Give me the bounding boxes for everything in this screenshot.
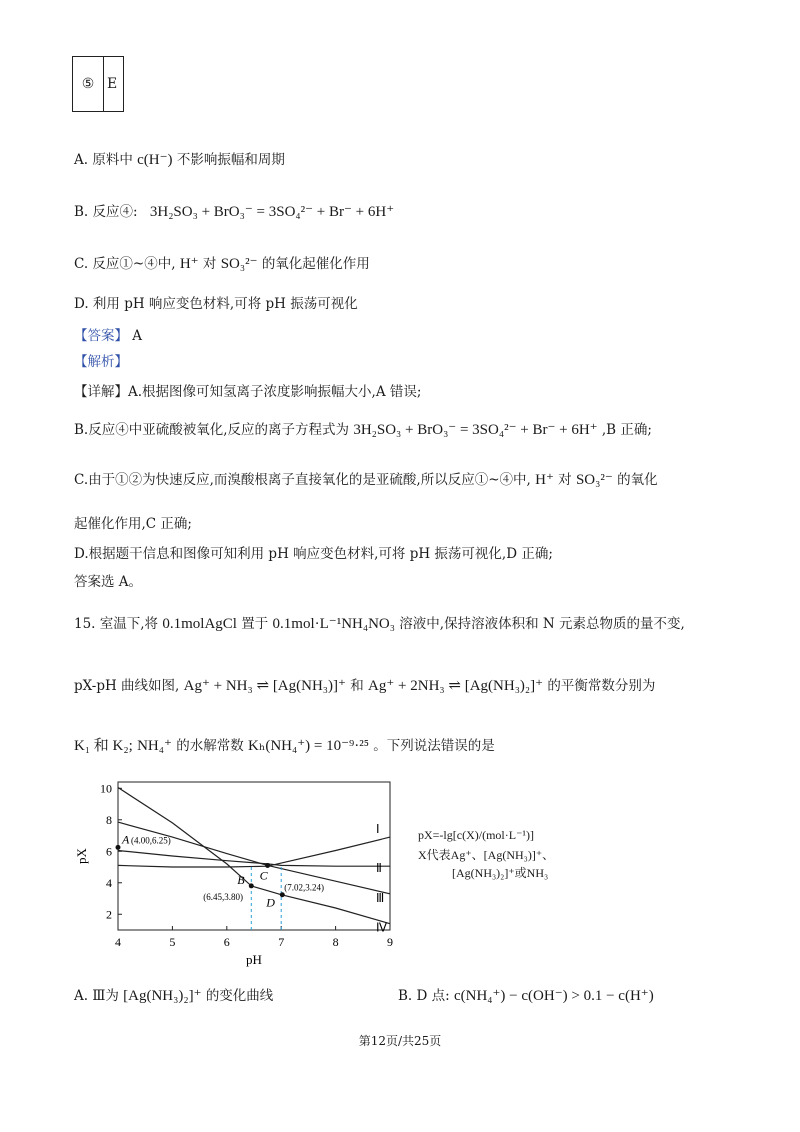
option-c-label: C. 反应①~④中, [74,256,176,272]
series-line-Ⅱ [118,851,390,867]
choice-b-label: B. D 点: [398,988,450,1004]
detail-c-so: SO₃²⁻ [575,472,613,488]
detail-c-cont: 起催化作用,C 正确; [74,516,192,532]
q15-nh4: NH₄⁺ [137,738,172,754]
series-label: Ⅰ [376,822,380,837]
x-tick-label: 6 [223,935,230,949]
option-b [74,202,394,222]
series-label: Ⅳ [376,920,388,935]
px-ph-chart [72,770,412,970]
option-c-dui: 对 [202,256,217,272]
analysis-tag: 【解析】 [74,354,128,370]
table-cell-number: ⑤ [73,57,104,111]
table-fragment [72,56,124,112]
option-a-label: A. 原料中 [74,152,133,168]
question-15-line3 [74,736,495,756]
x-tick-label: 7 [278,935,285,949]
y-tick-label: 6 [106,844,112,859]
option-b-formula: 3H₂SO₃ + BrO₃⁻ = 3SO₄²⁻ + Br⁻ + 6H⁺ [149,204,395,220]
table-cell-letter: E [107,76,118,92]
y-axis-label: pX [74,848,89,864]
q15-eq1: Ag⁺ + NH₃ ⇌ [Ag(NH₃)]⁺ [183,678,346,694]
chart-note-line3: [Ag(NH₃)₂]⁺或NH₃ [452,866,549,880]
option-c [74,254,370,274]
point-label: D [266,895,275,910]
q15-k1k2: K₁ 和 K₂; [74,738,133,754]
option-c-so: SO₃²⁻ [220,256,258,272]
question-15-line1 [74,614,685,634]
x-axis-label: pH [246,952,262,967]
detail-b-text: B.反应④中亚硫酸被氧化,反应的离子方程式为 [74,422,350,438]
detail-c-tail: 的氧化 [617,472,658,488]
q15-text-a: 15. 室温下,将 [74,616,159,632]
q15-l3-text-e: 。下列说法错误的是 [373,738,495,754]
point-coord: (7.02,3.24) [284,882,325,893]
point-C [265,863,270,868]
choice-a [74,986,273,1006]
point-B [249,883,254,888]
answer-line [74,326,142,346]
answer-tag: 【答案】 [74,328,128,344]
q15-nh4no3: 0.1mol·L⁻¹NH₄NO₃ [272,616,395,632]
point-A [116,845,121,850]
point-label: B [237,872,245,887]
x-tick-label: 5 [169,935,176,949]
q15-l2-text-e: 的平衡常数分别为 [547,678,656,694]
point-coord: (6.45,3.80) [203,891,244,902]
q15-text-e: 溶液中,保持溶液体积和 N 元素总物质的量不变, [399,616,685,632]
detail-c-dui: 对 [558,472,572,488]
option-a-tail: 不影响振幅和周期 [176,152,285,168]
y-tick-label: 10 [100,781,112,796]
option-c-tail: 的氧化起催化作用 [261,256,370,272]
detail-b-result: ,B 正确; [601,422,652,438]
series-label: Ⅲ [376,890,385,905]
detail-c [74,470,658,490]
chart-note-line1: pX=-lg[c(X)/(mol·L⁻¹)] [418,828,534,842]
series-line-Ⅳ [118,788,390,924]
detail-d: D.根据题干信息和图像可知利用 pH 响应变色材料,可将 pH 振荡可视化,D 正确; [74,546,553,562]
option-a [74,150,285,170]
question-15-line2 [74,676,655,696]
choice-b [398,986,654,1006]
chart-note-line2: X代表Ag⁺、[Ag(NH₃)]⁺、 [418,848,555,862]
detail-final: 答案选 A。 [74,574,143,590]
y-tick-label: 8 [106,812,112,827]
choice-a-label: A. Ⅲ为 [74,988,119,1004]
q15-kh: Kₕ(NH₄⁺) = 10⁻⁹·²⁵ [248,738,369,754]
option-c-h: H⁺ [179,256,199,272]
q15-eq2: Ag⁺ + 2NH₃ ⇌ [Ag(NH₃)₂]⁺ [368,678,544,694]
q15-agcl: 0.1molAgCl [162,616,237,632]
option-d: D. 利用 pH 响应变色材料,可将 pH 振荡可视化 [74,296,358,312]
detail-c-text: C.由于①②为快速反应,而溴酸根离子直接氧化的是亚硫酸,所以反应①~④中, [74,472,531,488]
series-label: Ⅱ [376,861,382,876]
y-tick-label: 4 [106,875,112,890]
x-tick-label: 8 [332,935,339,949]
x-tick-label: 9 [387,935,393,949]
page-footer: 第12页/共25页 [358,1034,442,1048]
detail-a-text: A.根据图像可知氢离子浓度影响振幅大小,A 错误; [128,384,422,400]
choice-a-formula: [Ag(NH₃)₂]⁺ [123,988,202,1004]
point-coord: (4.00,6.25) [131,835,171,846]
analysis-line [74,352,128,372]
option-b-label: B. 反应④: [74,204,138,220]
point-D [280,892,285,897]
q15-l2-text-a: pX-pH 曲线如图, [74,678,180,694]
q15-text-c: 置于 [241,616,269,632]
point-label: C [259,868,268,883]
detail-b [74,420,652,440]
series-line-Ⅲ [118,822,390,894]
answer-value: A [132,328,143,344]
detail-a [74,382,421,402]
choice-a-tail: 的变化曲线 [205,988,274,1004]
plot-frame [118,782,390,930]
detail-tag: 【详解】 [74,384,128,400]
point-label: A [122,832,130,847]
y-tick-label: 2 [106,907,112,922]
option-a-formula: c(H⁻) [137,152,173,168]
q15-l3-text-c: 的水解常数 [176,738,244,754]
x-tick-label: 4 [115,935,121,949]
q15-l2-he: 和 [350,678,364,694]
choice-b-formula: c(NH₄⁺) − c(OH⁻) > 0.1 − c(H⁺) [453,988,654,1004]
detail-c-h: H⁺ [535,472,554,488]
detail-b-equation: 3H₂SO₃ + BrO₃⁻ = 3SO₄²⁻ + Br⁻ + 6H⁺ [353,422,598,438]
